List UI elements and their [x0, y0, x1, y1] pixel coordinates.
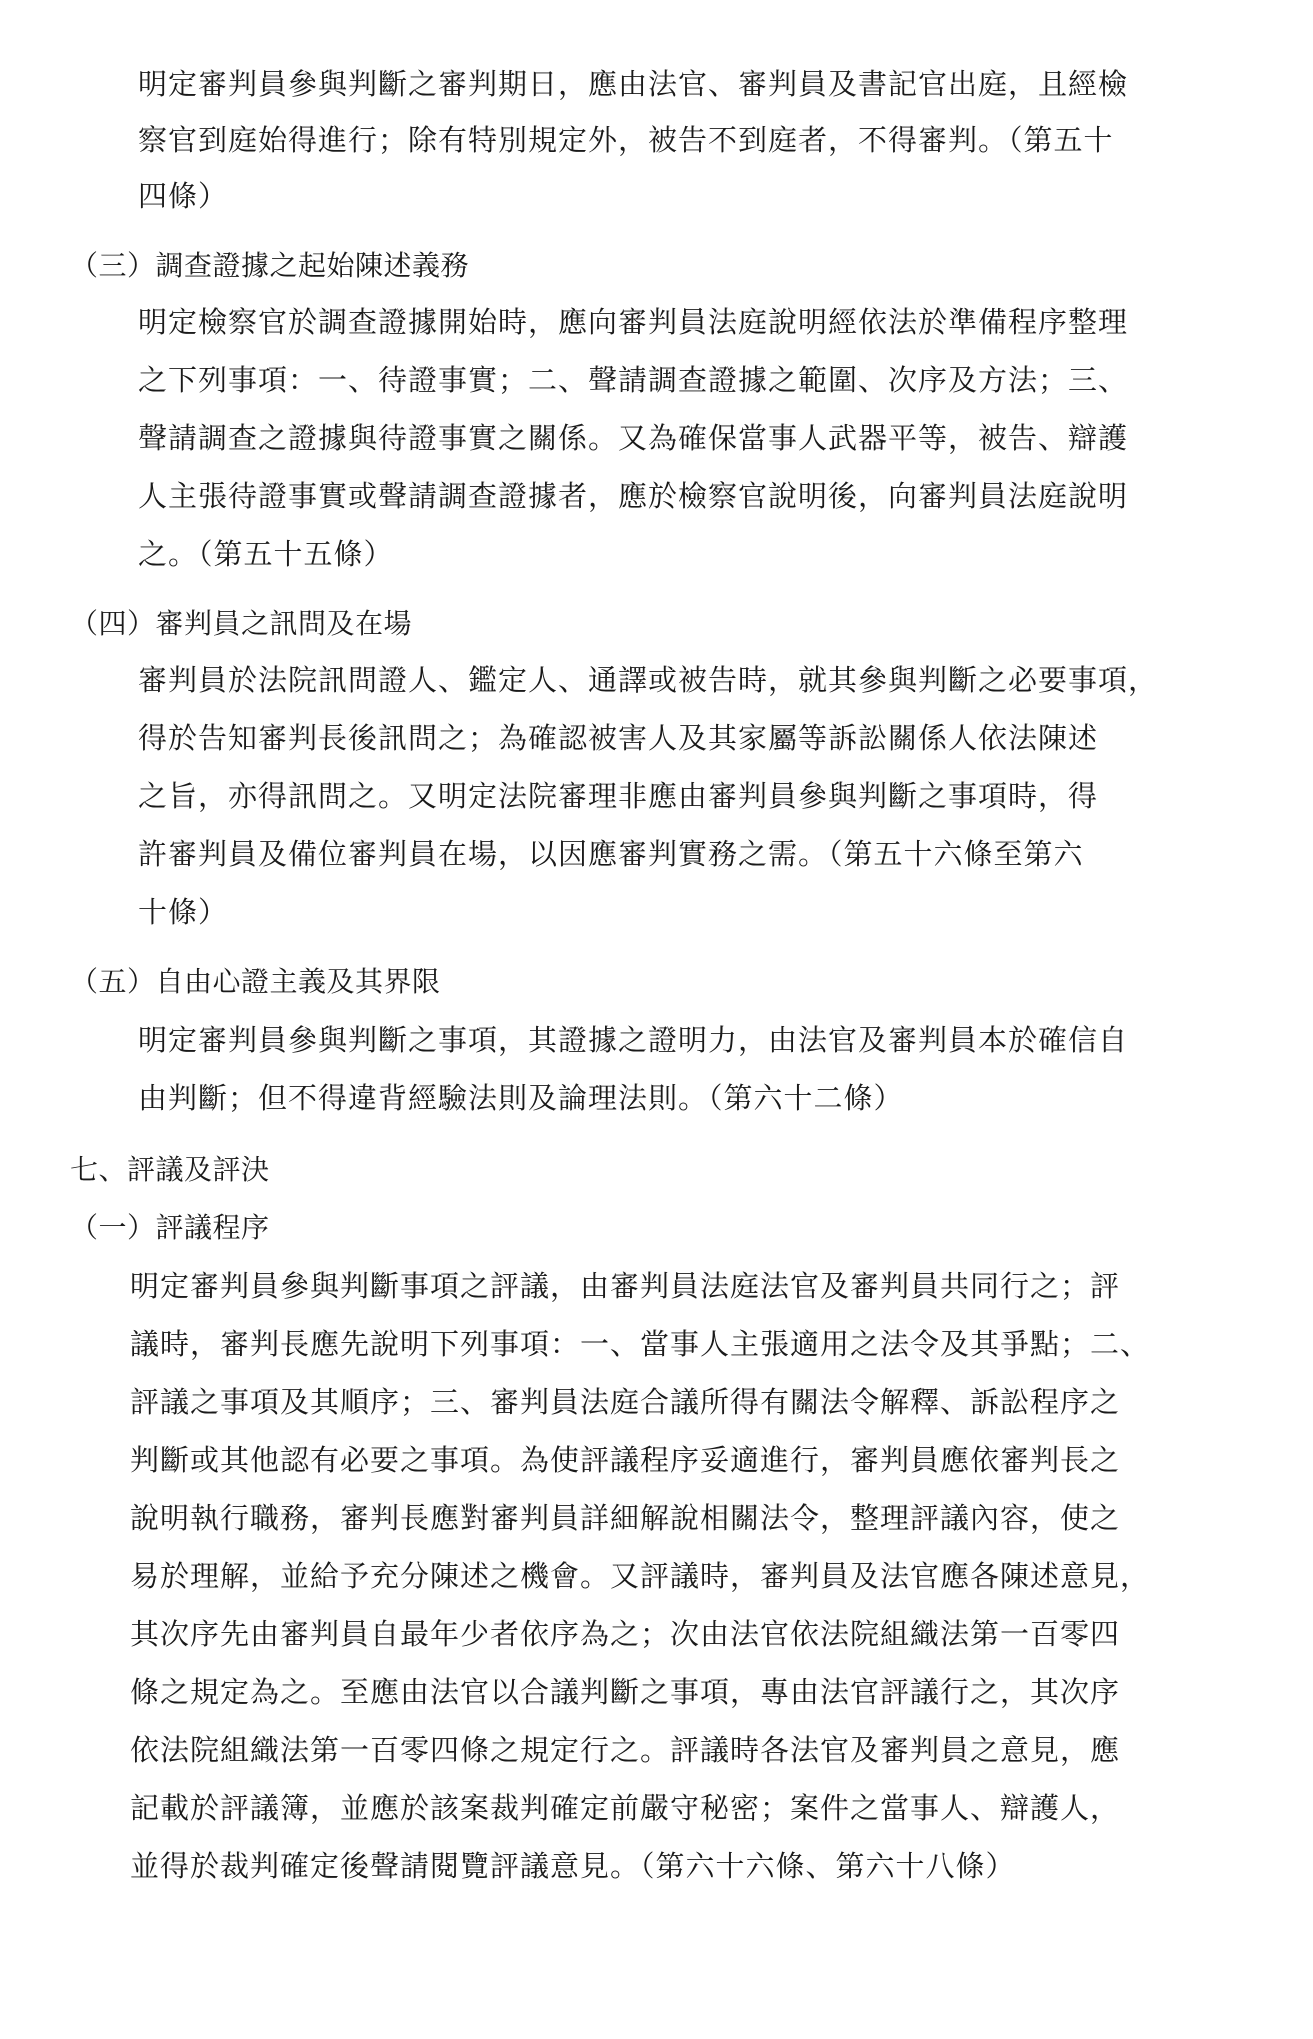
- section-heading: （五）自由心證主義及其界限: [70, 965, 441, 998]
- paragraph-line: 明定審判員參與判斷事項之評議，由審判員法庭法官及審判員共同行之；評: [130, 1269, 1121, 1303]
- paragraph-line: 之旨，亦得訊問之。又明定法院審理非應由審判員參與判斷之事項時，得: [138, 779, 1099, 813]
- paragraph-line: 聲請調查之證據與待證事實之關係。又為確保當事人武器平等，被告、辯護: [138, 421, 1129, 455]
- paragraph-line: 審判員於法院訊問證人、鑑定人、通譯或被告時，就其參與判斷之必要事項，: [138, 663, 1159, 697]
- paragraph-line: 明定檢察官於調查證據開始時，應向審判員法庭說明經依法於準備程序整理: [138, 305, 1129, 339]
- section-heading: （四）審判員之訊問及在場: [70, 607, 413, 640]
- paragraph-line: 條之規定為之。至應由法官以合議判斷之事項，專由法官評議行之，其次序: [130, 1675, 1121, 1709]
- paragraph-line: 說明執行職務，審判長應對審判員詳細解說相關法令，整理評議內容，使之: [130, 1501, 1121, 1535]
- paragraph-line: 察官到庭始得進行；除有特別規定外，被告不到庭者，不得審判。（第五十: [138, 123, 1114, 157]
- paragraph-line: 記載於評議簿，並應於該案裁判確定前嚴守秘密；案件之當事人、辯護人，: [130, 1791, 1121, 1825]
- paragraph-line: 判斷或其他認有必要之事項。為使評議程序妥適進行，審判員應依審判長之: [130, 1443, 1121, 1477]
- paragraph-line: 易於理解，並給予充分陳述之機會。又評議時，審判員及法官應各陳述意見，: [130, 1559, 1151, 1593]
- paragraph-line: 議時，審判長應先說明下列事項：一、當事人主張適用之法令及其爭點；二、: [130, 1327, 1151, 1361]
- paragraph-line: 其次序先由審判員自最年少者依序為之；次由法官依法院組織法第一百零四: [130, 1617, 1121, 1651]
- paragraph-line: 明定審判員參與判斷之事項，其證據之證明力，由法官及審判員本於確信自: [138, 1023, 1129, 1057]
- paragraph-line: 並得於裁判確定後聲請閱覽評議意見。（第六十六條、第六十八條）: [130, 1849, 1016, 1883]
- paragraph-line: 依法院組織法第一百零四條之規定行之。評議時各法官及審判員之意見，應: [130, 1733, 1121, 1767]
- paragraph-line: 得於告知審判長後訊問之；為確認被害人及其家屬等訴訟關係人依法陳述: [138, 721, 1099, 755]
- paragraph-line: 四條）: [138, 179, 229, 213]
- paragraph-line: 十條）: [138, 895, 229, 929]
- chapter-heading: 七、評議及評決: [70, 1153, 270, 1186]
- paragraph-line: 評議之事項及其順序；三、審判員法庭合議所得有關法令解釋、訴訟程序之: [130, 1385, 1121, 1419]
- paragraph-line: 明定審判員參與判斷之審判期日，應由法官、審判員及書記官出庭，且經檢: [138, 67, 1129, 101]
- section-heading: （三）調查證據之起始陳述義務: [70, 249, 470, 282]
- paragraph-line: 之下列事項：一、待證事實；二、聲請調查證據之範圍、次序及方法；三、: [138, 363, 1129, 397]
- paragraph-line: 人主張待證事實或聲請調查證據者，應於檢察官說明後，向審判員法庭說明: [138, 479, 1129, 513]
- paragraph-line: 許審判員及備位審判員在場，以因應審判實務之需。（第五十六條至第六: [138, 837, 1084, 871]
- paragraph-line: 由判斷；但不得違背經驗法則及論理法則。（第六十二條）: [138, 1081, 904, 1115]
- paragraph-line: 之。（第五十五條）: [138, 537, 394, 571]
- section-heading: （一）評議程序: [70, 1211, 270, 1244]
